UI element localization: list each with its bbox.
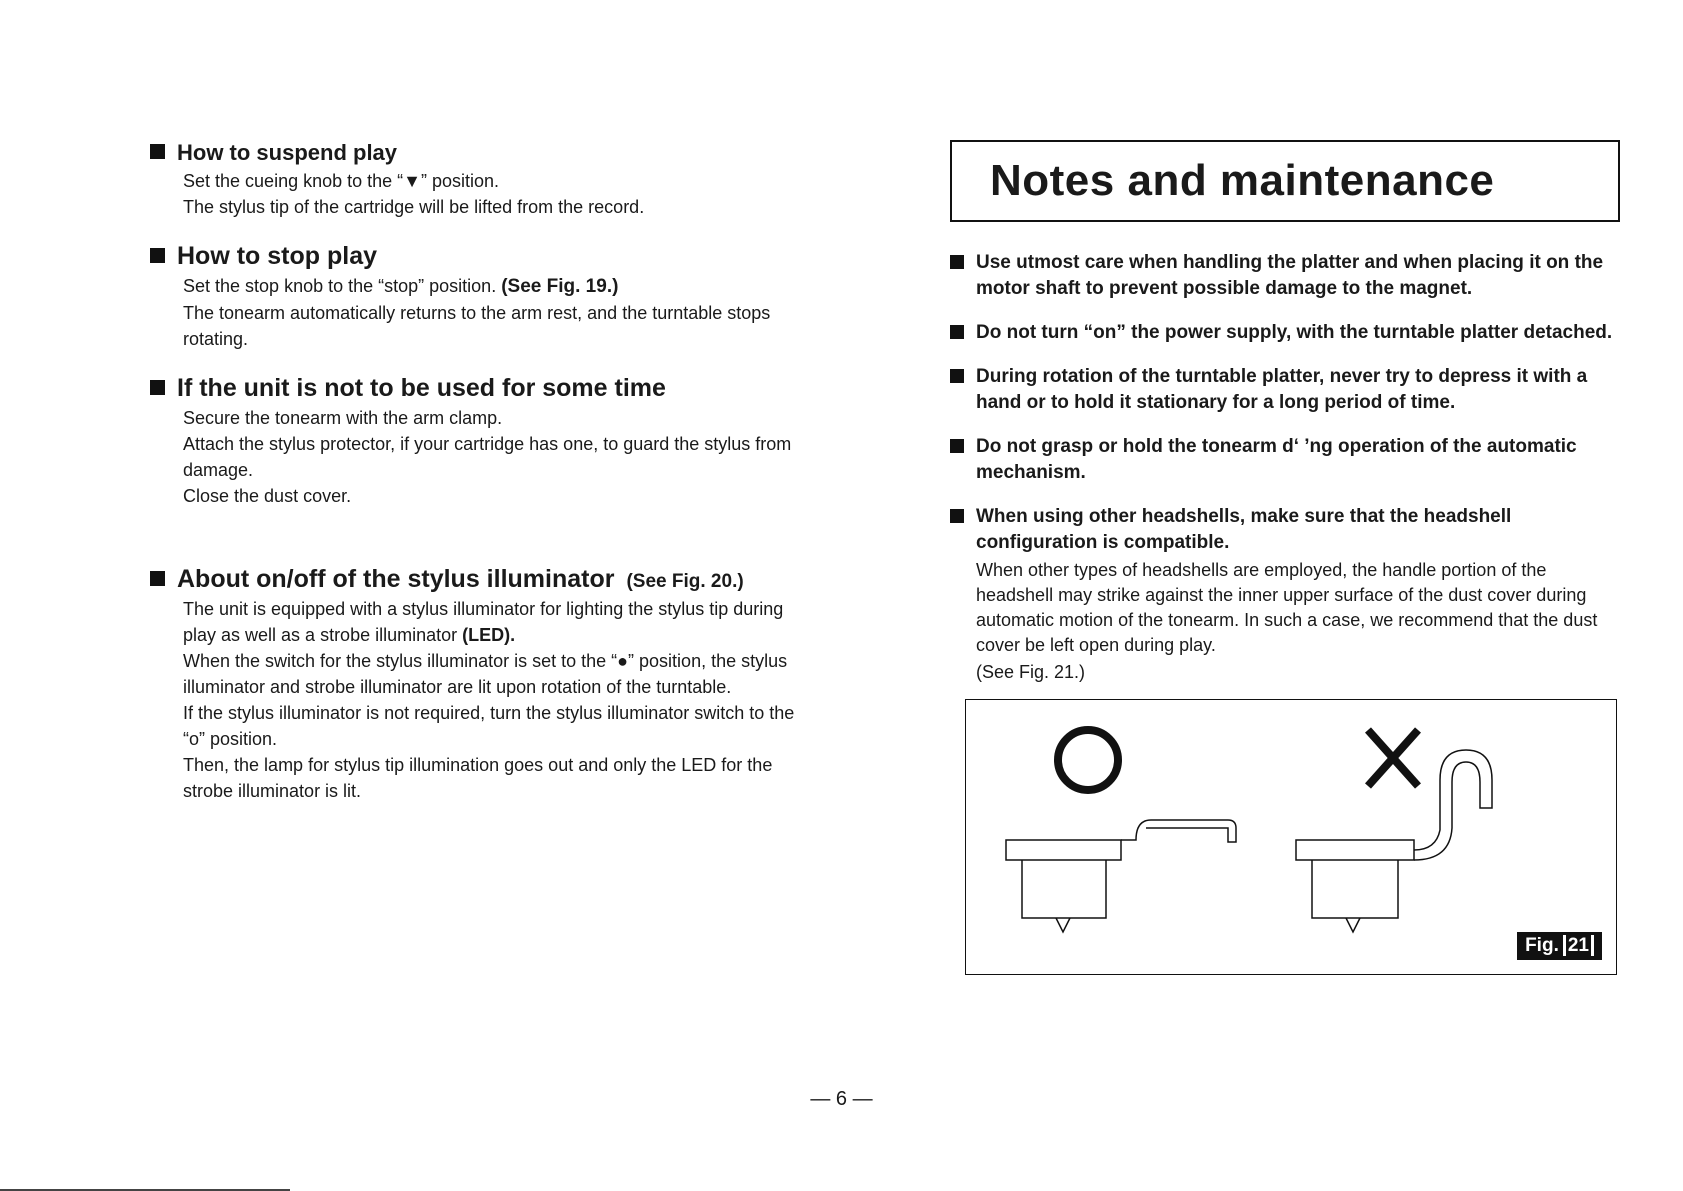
- body-line: When the switch for the stylus illuminator is set to the “●” position, the stylus illuminator and strobe illuminator are lit upon rotation of the turntable.: [183, 651, 788, 697]
- note-item: [950, 434, 1620, 486]
- body-text: The unit is equipped with a stylus illuminator for lighting the stylus tip during play as well as a strobe illuminator: [183, 599, 784, 645]
- left-column: [150, 140, 820, 826]
- body-line: Then, the lamp for stylus tip illumination goes out and only the LED for the strobe illuminator is lit.: [183, 755, 773, 801]
- note-item: [950, 364, 1620, 416]
- right-column: [950, 140, 1620, 975]
- body-line: [183, 596, 820, 648]
- body-text: Set the stop knob to the “stop” position.: [183, 276, 497, 296]
- section-heading: How to stop play: [177, 242, 377, 270]
- note-item: [950, 504, 1620, 685]
- square-bullet-icon: [150, 380, 165, 395]
- body-line: Secure the tonearm with the arm clamp.: [183, 408, 503, 428]
- note-body: When other types of headshells are employed, the handle portion of the headshell may strike against the inner upper surface of the dust cover during automatic motion of the tonearm. In such a case, we recommend that the dust cover be left open during play.: [976, 560, 1598, 655]
- square-bullet-icon: [950, 255, 964, 269]
- square-bullet-icon: [950, 369, 964, 383]
- section-heading: How to suspend play: [177, 140, 398, 165]
- figure-label-number: 21: [1563, 935, 1594, 956]
- square-bullet-icon: [950, 325, 964, 339]
- figure-21: [965, 699, 1617, 975]
- square-bullet-icon: [150, 248, 165, 263]
- ng-platter-drawing: [1296, 750, 1492, 932]
- page-number: — 6 —: [810, 1088, 873, 1110]
- square-bullet-icon: [150, 571, 165, 586]
- note-text: Do not grasp or hold the tonearm d‘ ’ng operation of the automatic mechanism.: [976, 436, 1577, 483]
- section-heading: About on/off of the stylus illuminator: [177, 565, 615, 593]
- section-suspend-play: [150, 140, 820, 220]
- body-line: Close the dust cover.: [183, 486, 352, 506]
- body-line: Set the cueing knob to the “▼” position.: [183, 171, 500, 191]
- square-bullet-icon: [950, 439, 964, 453]
- figure-reference: (See Fig. 21.): [976, 662, 1086, 682]
- note-text: Do not turn “on” the power supply, with the turntable platter detached.: [976, 322, 1613, 343]
- section-heading: If the unit is not to be used for some time: [177, 374, 666, 402]
- note-item: [950, 250, 1620, 302]
- title-box: [950, 140, 1620, 222]
- note-text: Use utmost care when handling the platter and when placing it on the motor shaft to prevent possible damage to the magnet.: [976, 252, 1604, 299]
- note-text: During rotation of the turntable platter, never try to depress it with a hand or to hold it stationary for a long period of time.: [976, 366, 1588, 413]
- body-line: [183, 273, 820, 300]
- figure-reference: (See Fig. 19.): [501, 276, 619, 297]
- square-bullet-icon: [150, 144, 165, 159]
- figure-label-prefix: Fig.: [1525, 935, 1559, 956]
- body-line: If the stylus illuminator is not required, turn the stylus illuminator switch to the “o” position.: [183, 703, 795, 749]
- body-line: The stylus tip of the cartridge will be lifted from the record.: [183, 197, 645, 217]
- ng-cross-icon: [1368, 730, 1418, 786]
- body-bold-text: (LED).: [462, 625, 516, 645]
- figure-label: [1517, 932, 1602, 960]
- page-title: Notes and maintenance: [990, 156, 1495, 205]
- ok-circle-icon: [1058, 730, 1118, 790]
- ok-platter-drawing: [1006, 820, 1236, 932]
- section-not-used: [150, 374, 820, 509]
- body-line: The tonearm automatically returns to the arm rest, and the turntable stops rotating.: [183, 303, 771, 349]
- section-stop-play: [150, 242, 820, 352]
- figure-reference: (See Fig. 20.): [626, 571, 744, 592]
- section-stylus-illuminator: [150, 565, 820, 804]
- note-text: When using other headshells, make sure that the headshell configuration is compatible.: [976, 506, 1512, 553]
- note-item: [950, 320, 1620, 346]
- square-bullet-icon: [950, 509, 964, 523]
- body-line: Attach the stylus protector, if your cartridge has one, to guard the stylus from damage.: [183, 434, 792, 480]
